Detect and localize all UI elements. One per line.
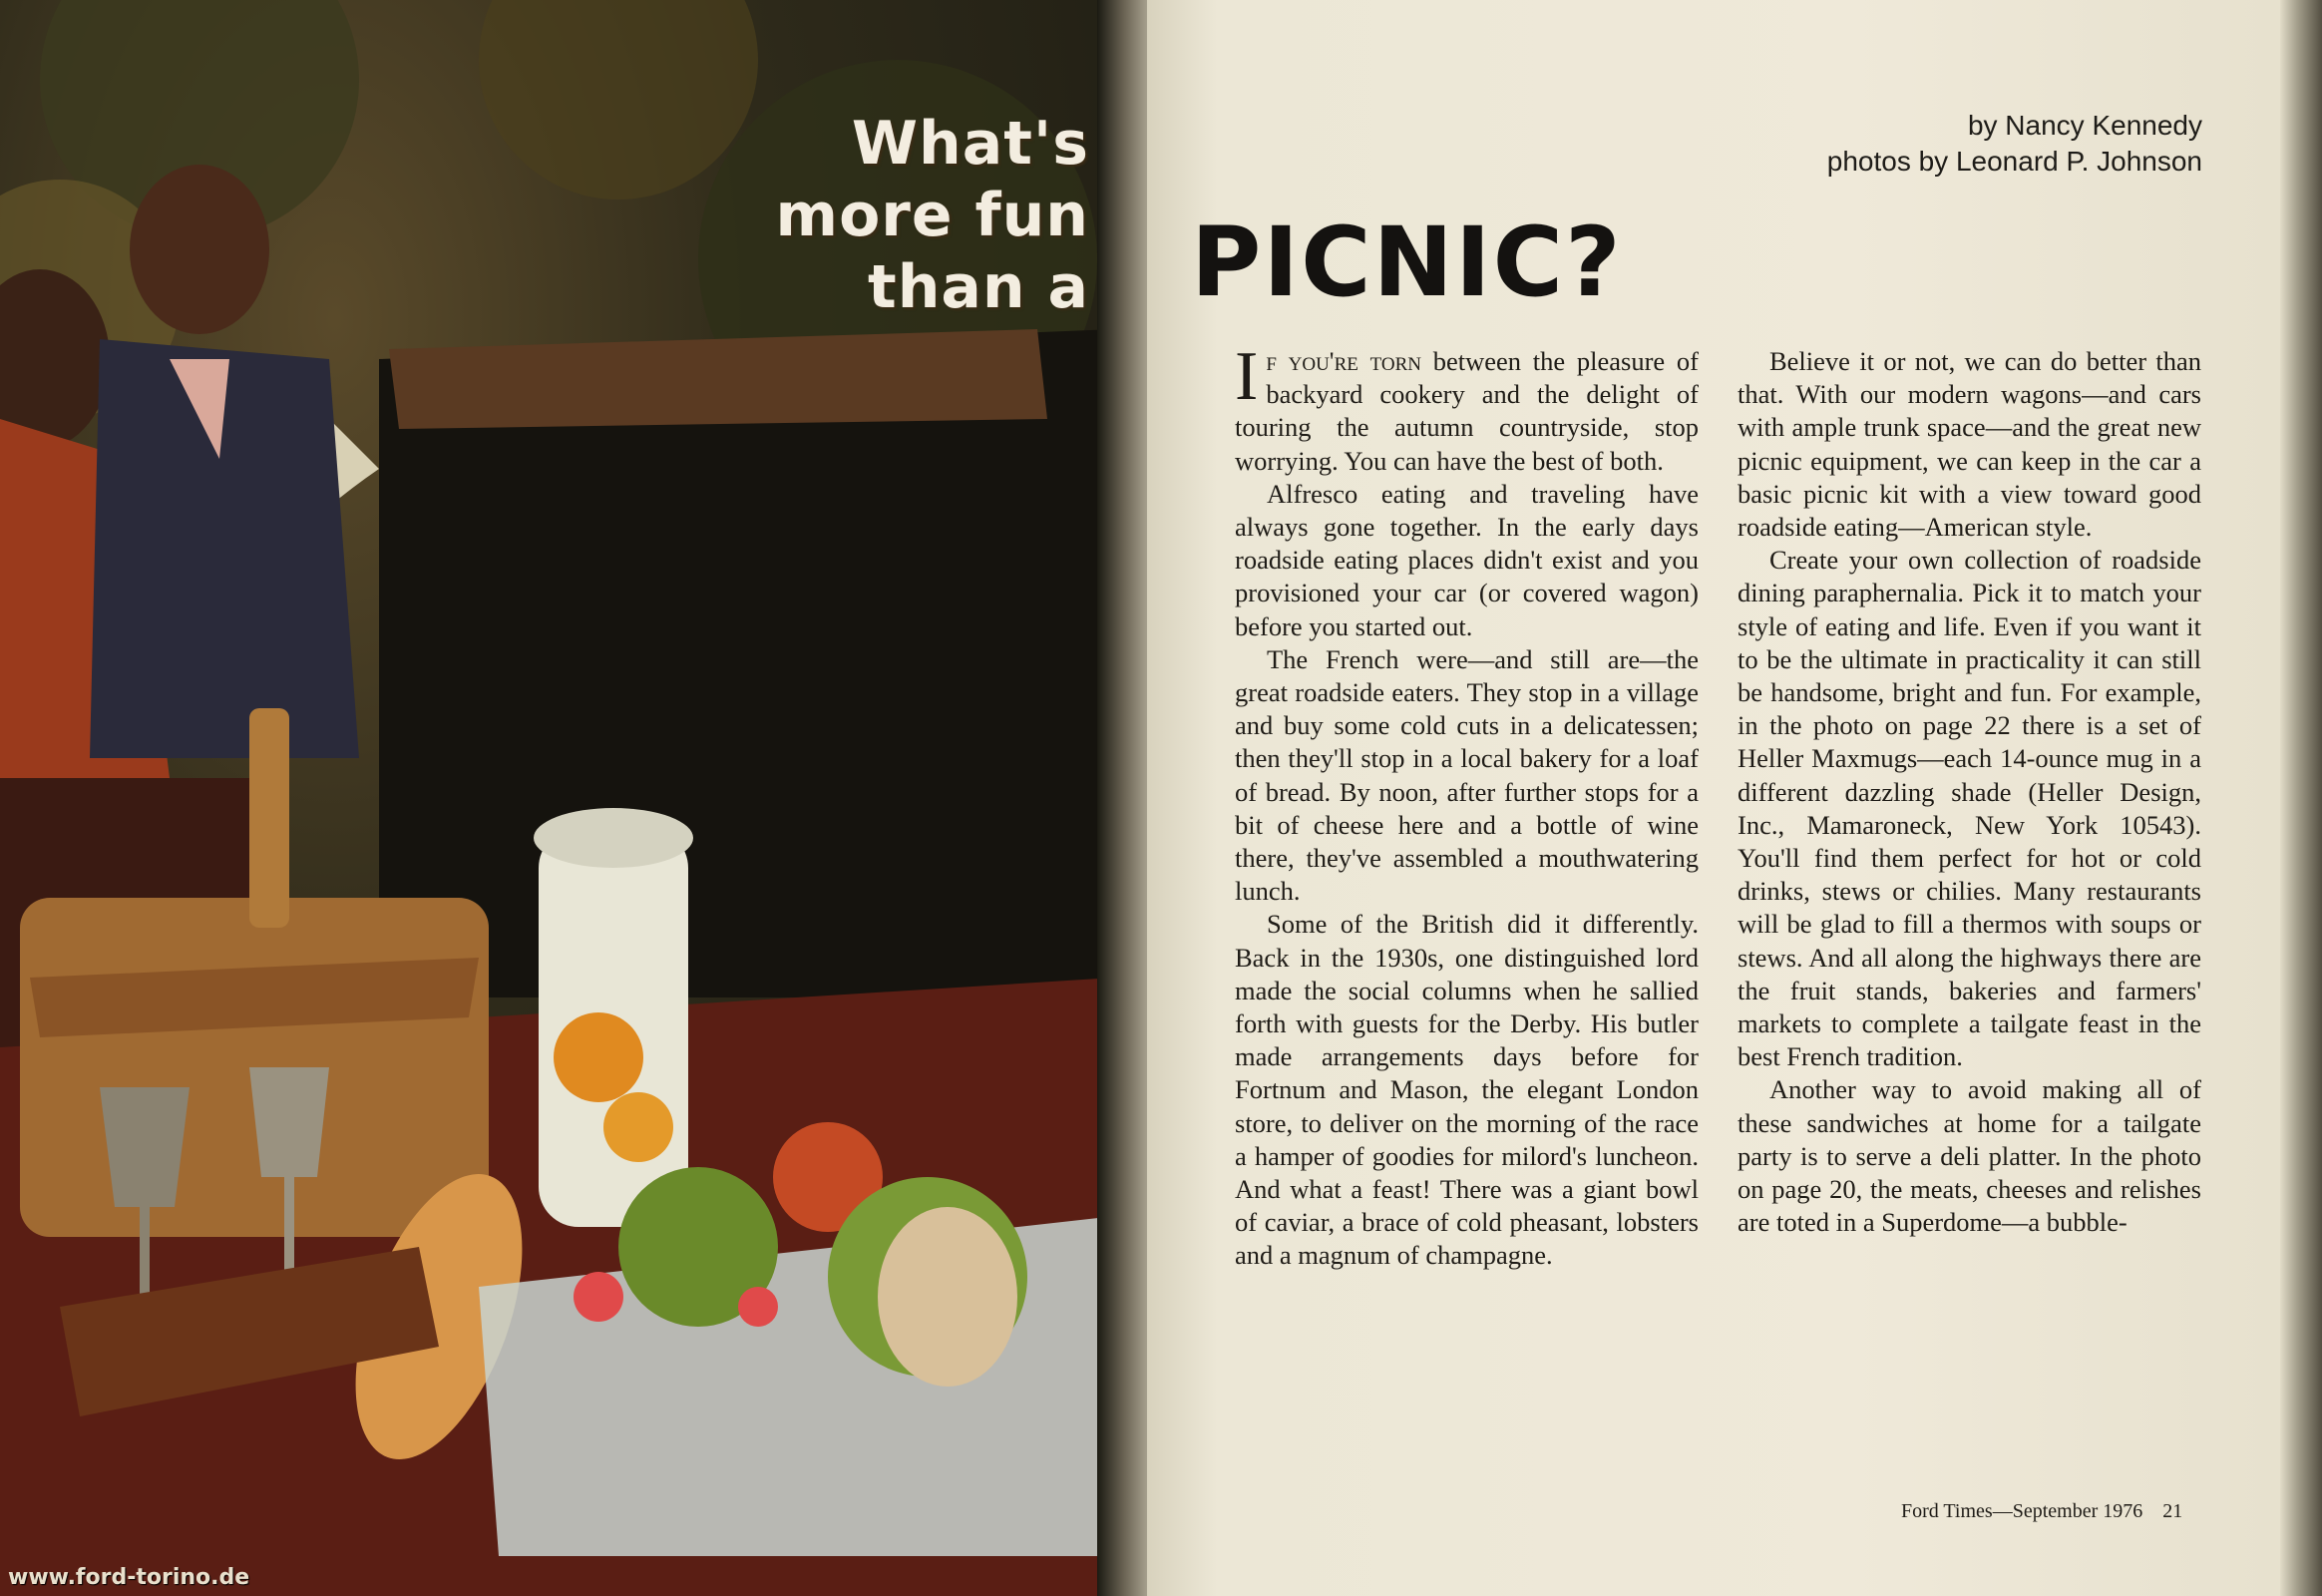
- photo-headline: [776, 108, 1089, 323]
- article-column-2: [1738, 345, 2201, 1239]
- paragraph: The French were—and still are—the great roadside eaters. They stop in a village and buy some cold cuts in a delicatessen; then they'll stop in a local bakery for a loaf of bread. By noon, after further stops for a bit of cheese here and a bottle of wine there, they've assembled a mouthwatering lunch.: [1235, 643, 1699, 907]
- lead-in: f you're torn: [1266, 346, 1421, 376]
- author-credit: by Nancy Kennedy: [1967, 110, 2202, 141]
- byline: [1827, 108, 2202, 180]
- watermark: www.ford-torino.de: [8, 1565, 250, 1590]
- paragraph: [1235, 338, 1699, 478]
- paragraph: Another way to avoid making all of these sandwiches at home for a tailgate party is to serve a deli platter. In the photo on page 20, the meats, cheeses and relishes are toted in a Superdome—a bubble-: [1738, 1074, 2201, 1238]
- publication-date: Ford Times—September 1976: [1901, 1500, 2143, 1522]
- headline-line-1: What's: [851, 109, 1089, 179]
- paragraph-text: between the pleasure of backyard cookery and the delight of touring the autumn countryside, stop worrying. You can have the best of both.: [1235, 346, 1699, 476]
- article-column-1: [1235, 338, 1699, 1273]
- article-title: PICNIC?: [1191, 206, 1623, 318]
- paragraph: Create your own collection of roadside dining paraphernalia. Pick it to match your style of eating and life. Even if you want it to be the ultimate in practicality it can still be handsome, bright and fun. For example, in the photo on page 22 there is a set of Heller Maxmugs—each 14-ounce mug in a different dazzling shade (Heller Design, Inc., Mamaroneck, New York 10543). You'll find them perfect for hot or cold drinks, stews or chilies. Many restaurants will be glad to fill a thermos with soups or stews. And all along the highways there are the fruit stands, bakeries and farmers' markets to complete a tailgate feast in the best French tradition.: [1738, 545, 2201, 1072]
- paragraph: Alfresco eating and traveling have always gone together. In the early days roadside eating places didn't exist and you provisioned your car (or covered wagon) before you started out.: [1235, 478, 1699, 641]
- picnic-photo: [0, 0, 1115, 1596]
- headline-line-3: than a: [868, 252, 1089, 322]
- paragraph: Believe it or not, we can do better than that. With our modern wagons—and cars with ample trunk space—and the great new picnic equipment, we can keep in the car a basic picnic kit with a view toward good roadside eating—American style.: [1738, 346, 2201, 543]
- photo-credit: photos by Leonard P. Johnson: [1826, 146, 2202, 177]
- drop-cap: I: [1235, 338, 1259, 415]
- paragraph: Some of the British did it differently. Back in the 1930s, one distinguished lord made the social columns when he sallied forth with guests for the Derby. His butler made arrangements days before for Fortnum and Mason, the elegant London store, to deliver on the morning of the race a hamper of goodies for milord's luncheon. And what a feast! There was a giant bowl of caviar, a brace of cold pheasant, lobsters and a magnum of champagne.: [1235, 909, 1699, 1271]
- page-edge: [2280, 0, 2322, 1596]
- page-footer: [1901, 1500, 2182, 1523]
- article-page: [1147, 0, 2322, 1596]
- page-number: 21: [2162, 1500, 2183, 1522]
- headline-line-2: more fun: [775, 181, 1089, 250]
